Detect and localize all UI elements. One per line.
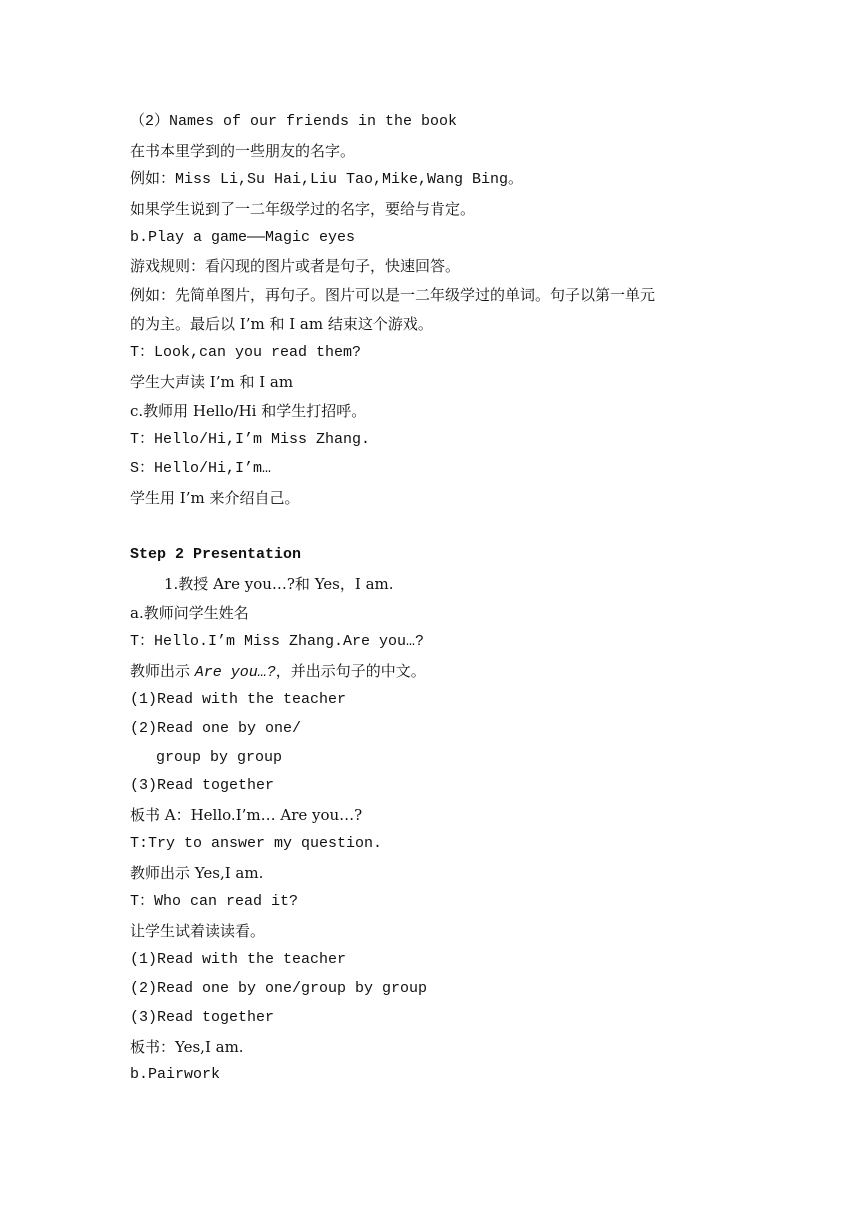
text-line: c.教师用 Hello/Hi 和学生打招呼。 bbox=[130, 401, 367, 420]
text-line: group by group bbox=[156, 748, 283, 766]
italic-phrase: Are you…? bbox=[194, 663, 276, 681]
text-line: (3)Read together bbox=[130, 1008, 275, 1026]
text-line: 游戏规则：看闪现的图片或者是句子，快速回答。 bbox=[130, 257, 461, 276]
document-body bbox=[130, 108, 750, 1090]
text-line: (3)Read together bbox=[130, 777, 275, 795]
text-line: b.Play a game——Magic eyes bbox=[130, 228, 356, 246]
text-line: （2）Names of our friends in the book bbox=[130, 113, 458, 130]
text-line: T：Who can read it? bbox=[130, 893, 299, 911]
blank-line bbox=[130, 512, 750, 541]
text-line: a.教师问学生姓名 bbox=[130, 604, 249, 623]
text-line: (2)Read one by one/group by group bbox=[130, 979, 428, 997]
text-line: 学生用 I’m 来介绍自己。 bbox=[130, 488, 300, 507]
text-line: (1)Read with the teacher bbox=[130, 690, 347, 708]
text-line: (1)Read with the teacher bbox=[130, 950, 347, 968]
text-line: (2)Read one by one/ bbox=[130, 719, 302, 737]
text-line: S：Hello/Hi,I’m… bbox=[130, 459, 272, 477]
text-line: T:Try to answer my question. bbox=[130, 835, 383, 853]
text-line: 例如：Miss Li,Su Hai,Liu Tao,Mike,Wang Bing。 bbox=[130, 170, 524, 188]
text-line bbox=[130, 657, 750, 686]
text-line: 如果学生说到了一二年级学过的名字，要给与肯定。 bbox=[130, 199, 476, 218]
text-line: T：Hello.I’m Miss Zhang.Are you…? bbox=[130, 633, 425, 651]
text-line: T：Hello/Hi,I’m Miss Zhang. bbox=[130, 430, 371, 448]
text-line: 教师出示 Yes,I am. bbox=[130, 864, 264, 883]
text-line: 的为主。最后以 I’m 和 I am 结束这个游戏。 bbox=[130, 315, 433, 334]
text-segment: 教师出示 bbox=[130, 661, 195, 680]
section-heading: Step 2 Presentation bbox=[130, 546, 302, 564]
text-line: 板书：Yes,I am. bbox=[130, 1037, 244, 1056]
text-line: 在书本里学到的一些朋友的名字。 bbox=[130, 141, 356, 160]
text-segment: ，并出示句子的中文。 bbox=[275, 661, 426, 680]
text-line: 让学生试着读读看。 bbox=[130, 921, 266, 940]
text-line: b.Pairwork bbox=[130, 1066, 221, 1084]
text-line: T：Look,can you read them? bbox=[130, 344, 362, 362]
text-line: 例如：先简单图片，再句子。图片可以是一二年级学过的单词。句子以第一单元 bbox=[130, 286, 656, 305]
text-line: 板书 A：Hello.I’m… Are you…? bbox=[130, 806, 363, 825]
text-line: 1.教授 Are you…?和 Yes，I am. bbox=[164, 575, 394, 594]
text-line: 学生大声读 I’m 和 I am bbox=[130, 373, 294, 392]
